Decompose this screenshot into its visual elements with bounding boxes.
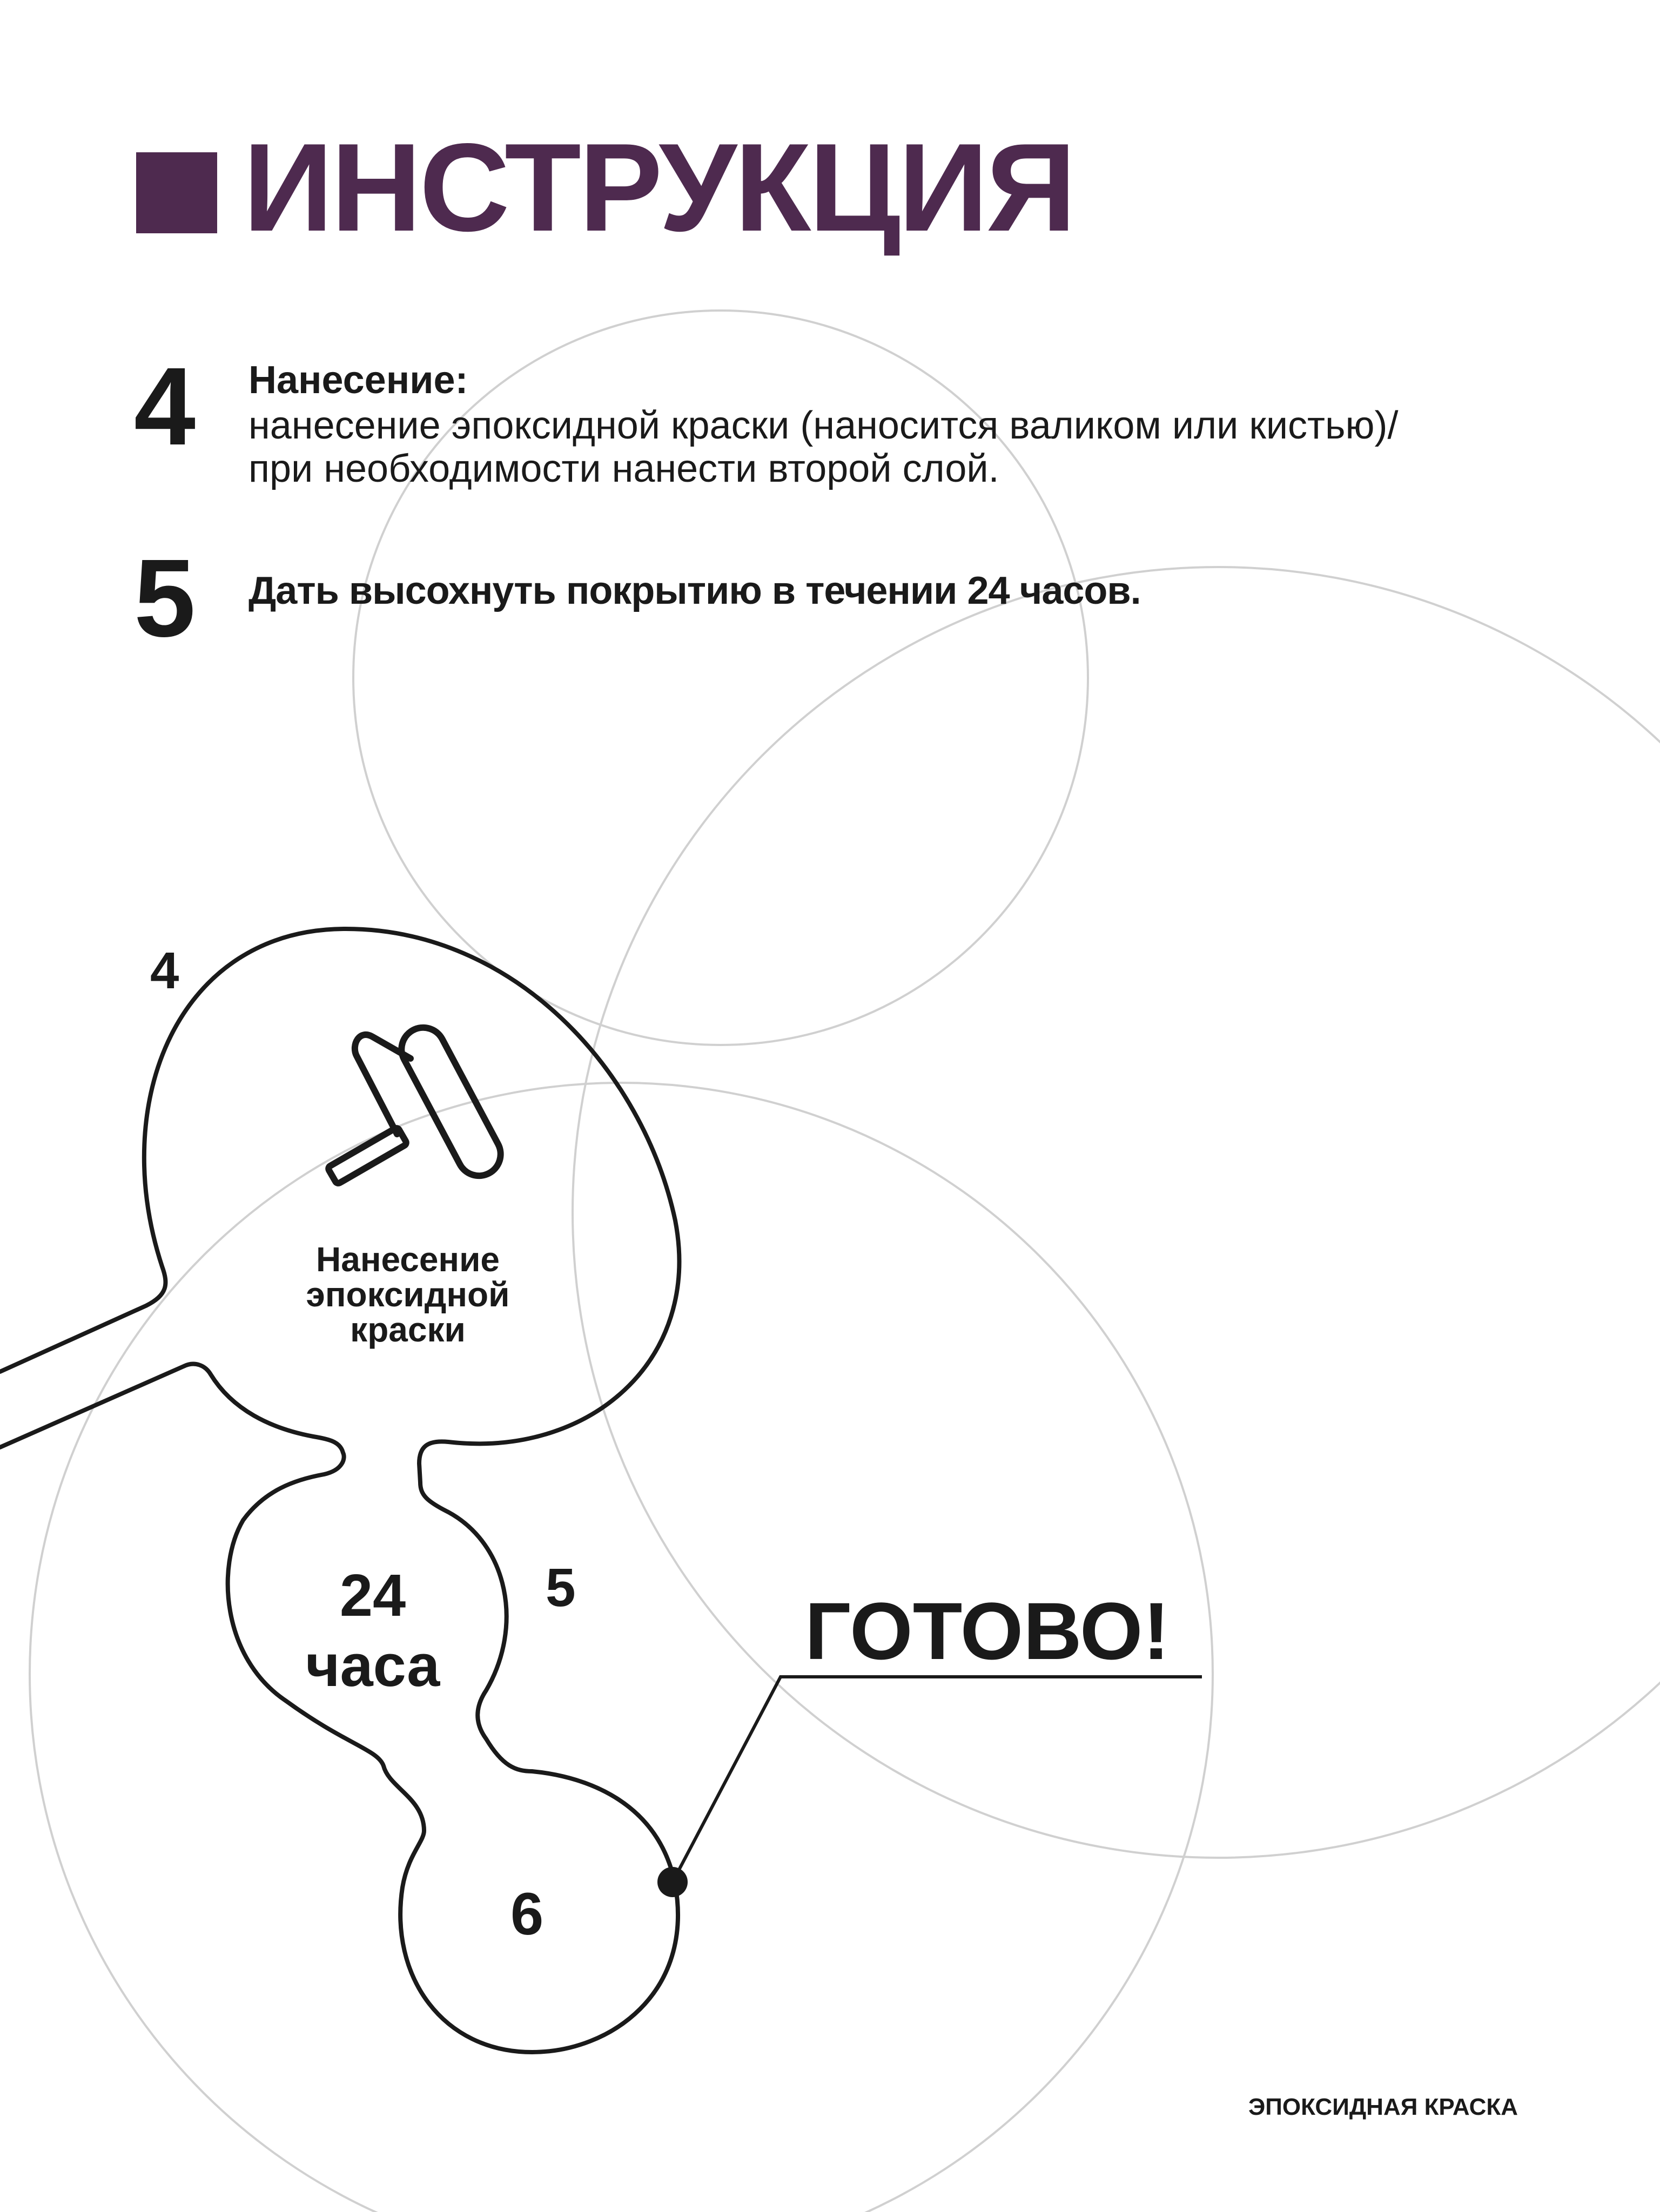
footer-label: ЭПОКСИДНАЯ КРАСКА xyxy=(1248,2094,1518,2120)
step-5-text: Дать высохнуть покрытию в течении 24 часов. xyxy=(248,569,1141,612)
step-4-line-1: нанесение эпоксидной краски (наносится валиком или кистью)/ xyxy=(248,404,1399,447)
step-4-number: 4 xyxy=(134,345,196,468)
done-leader-line xyxy=(673,1677,1202,1882)
step-4-heading: Нанесение: xyxy=(248,359,468,402)
stage-4-label-line-2: эпоксидной xyxy=(306,1275,510,1314)
stage-4-number: 4 xyxy=(150,942,179,1000)
stage-4-label-line-1: Нанесение xyxy=(316,1240,500,1279)
process-outline xyxy=(0,929,679,2052)
step-5-number: 5 xyxy=(134,536,196,660)
paint-roller-icon xyxy=(327,1020,508,1184)
done-label: ГОТОВО! xyxy=(805,1586,1170,1676)
stage-5-number: 5 xyxy=(546,1557,576,1618)
stage-6-number: 6 xyxy=(510,1881,544,1947)
step-4-line-2: при необходимости нанести второй слой. xyxy=(248,447,999,490)
page-title: ИНСТРУКЦИЯ xyxy=(243,118,1074,258)
stage-4-label-line-3: краски xyxy=(350,1310,466,1349)
done-connector-dot xyxy=(657,1867,688,1897)
stage-5-label-line-2: часа xyxy=(305,1633,440,1699)
stage-5-label-line-1: 24 xyxy=(339,1562,406,1629)
